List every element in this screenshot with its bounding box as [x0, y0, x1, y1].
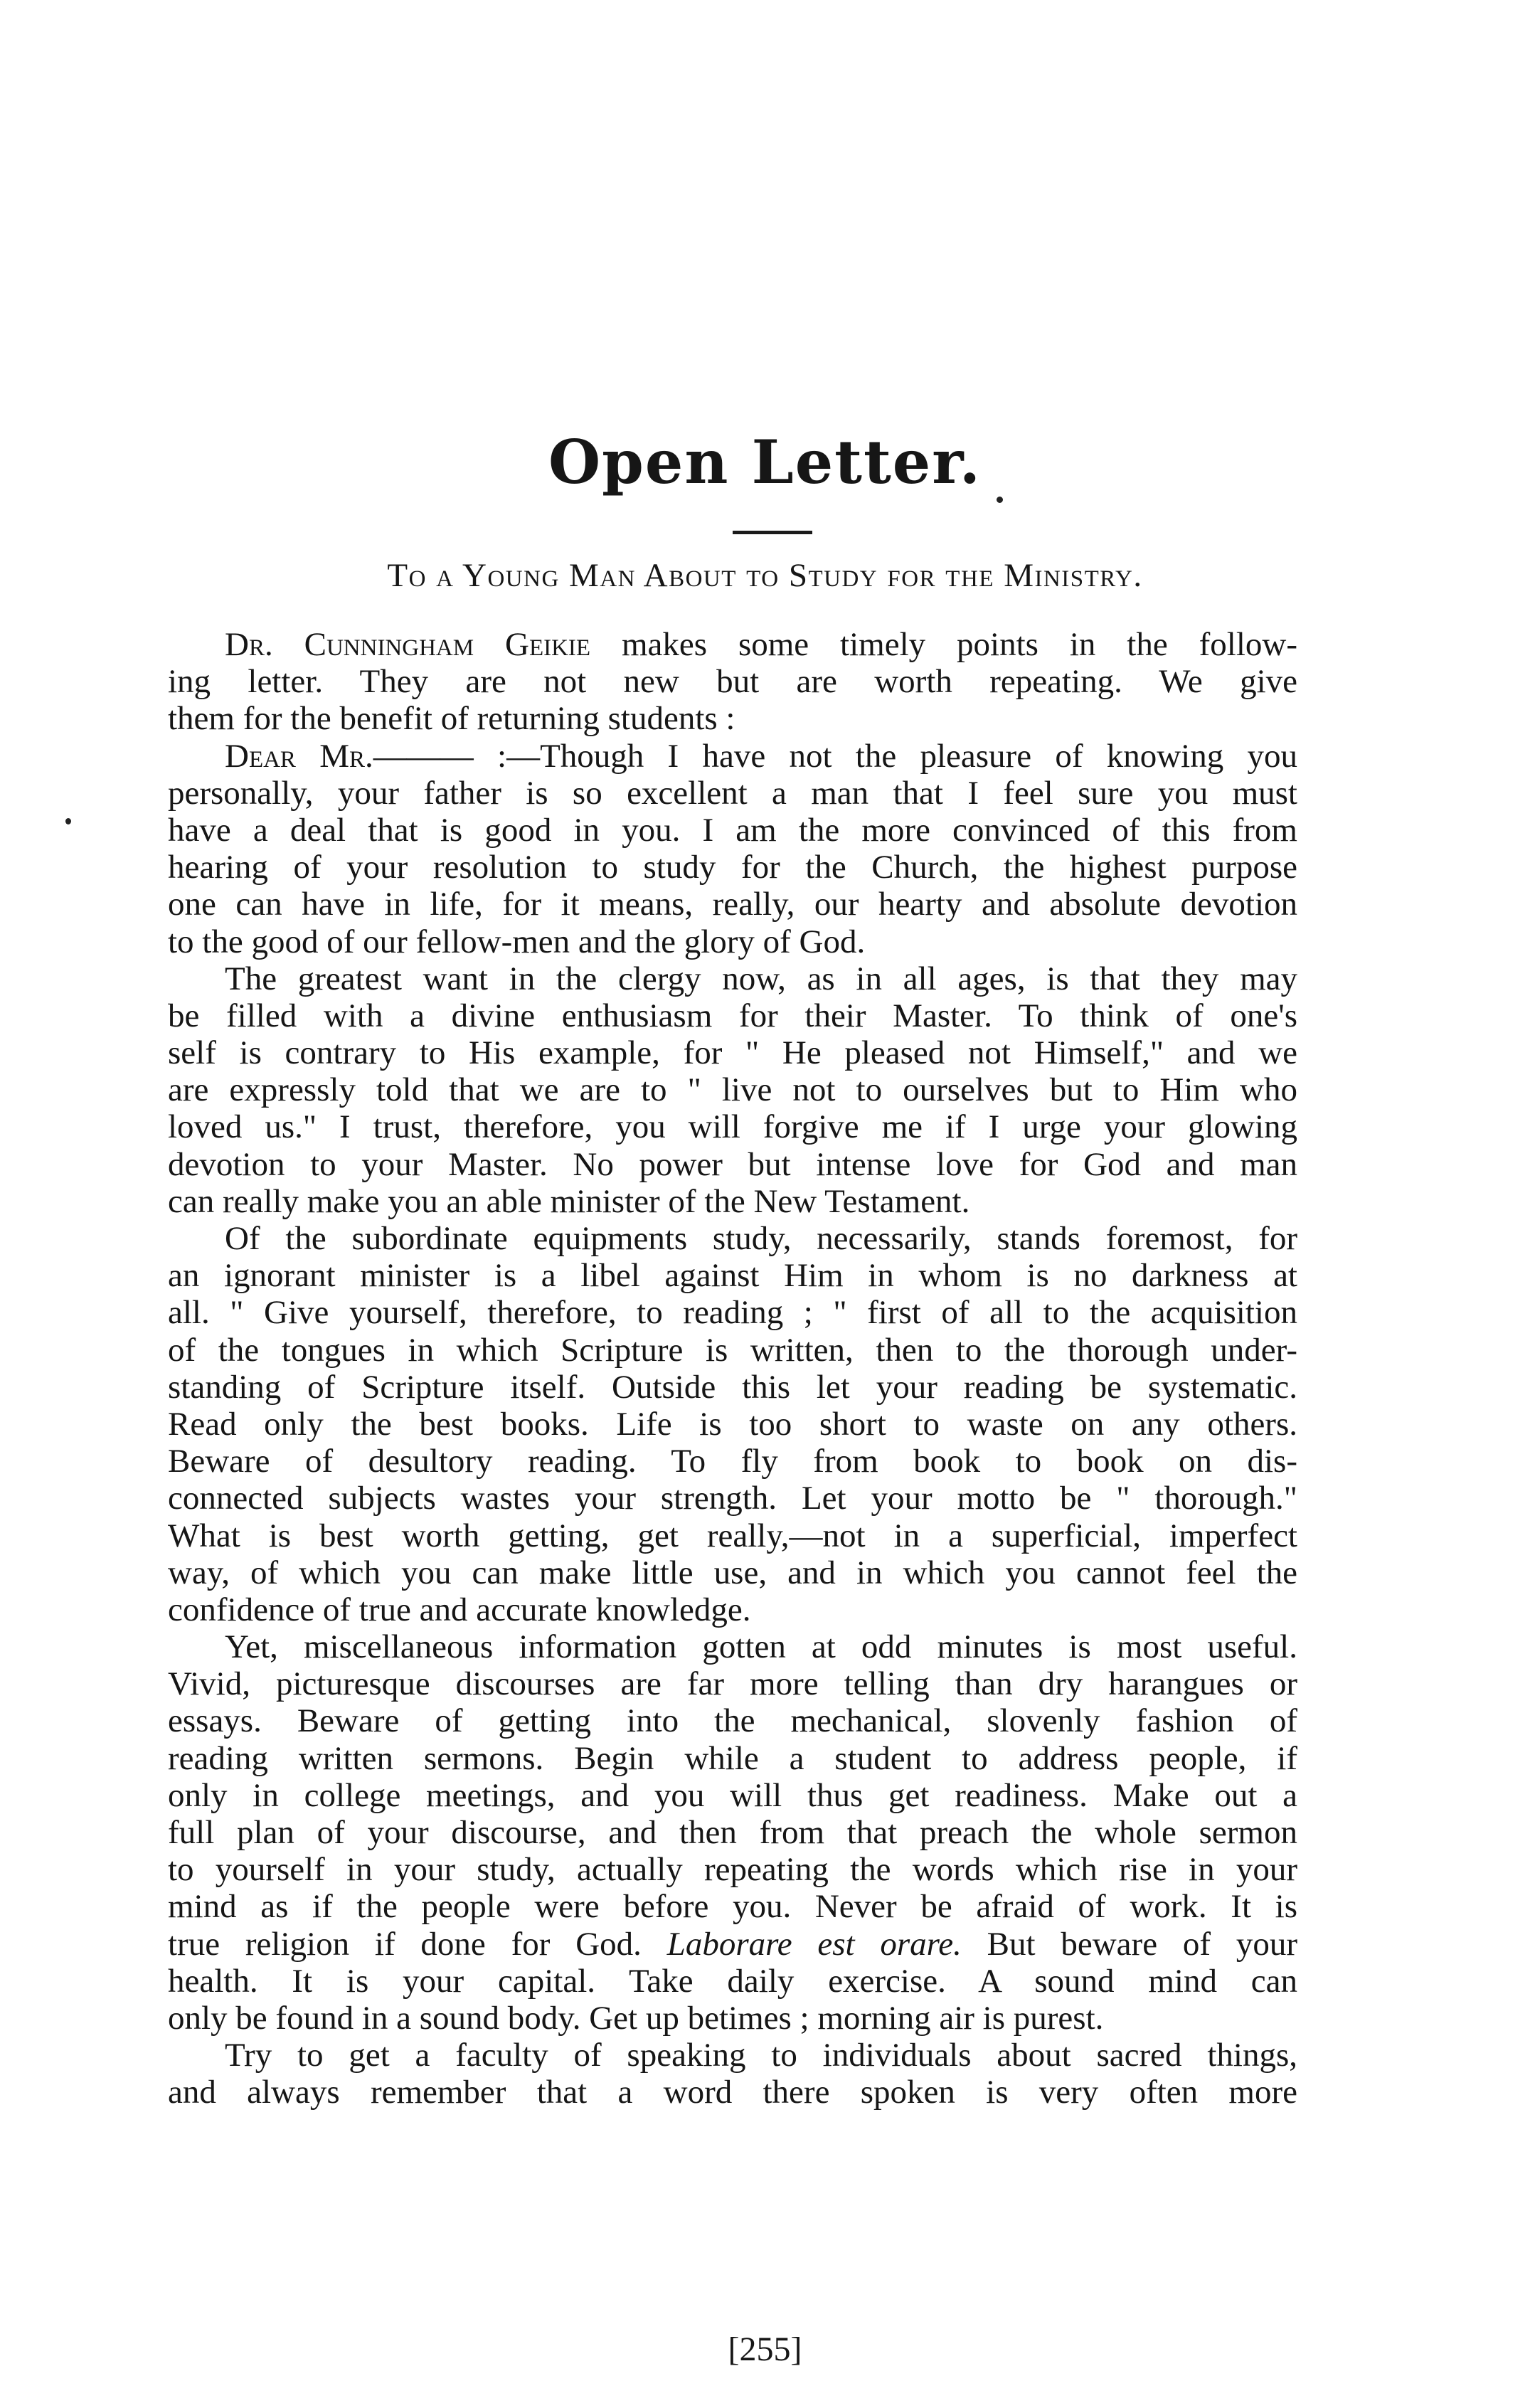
text-line: reading written sermons. Begin while a student to address people, if	[168, 1739, 1297, 1777]
text-line: one can have in life, for it means, really, our hearty and absolute devotion	[168, 886, 1297, 923]
text-line: an ignorant minister is a libel against Him in whom is no darkness at	[168, 1257, 1297, 1295]
text-line: Of the subordinate equipments study, necessarily, stands foremost, for	[225, 1220, 1297, 1257]
text-line: be filled with a divine enthusiasm for their Master. To think of one's	[168, 997, 1297, 1034]
text-line: The greatest want in the clergy now, as in all ages, is that they may	[225, 960, 1297, 997]
page-number: [255]	[728, 2330, 802, 2368]
text-line: Yet, miscellaneous information gotten at odd minutes is most useful.	[225, 1628, 1297, 1666]
text-line: only in college meetings, and you will thus get readiness. Make out a	[168, 1776, 1297, 1814]
text-line: to yourself in your study, actually repeating the words which rise in your	[168, 1851, 1297, 1889]
title-rule	[733, 531, 812, 534]
text-line: hearing of your resolution to study for the Church, the highest purpose	[168, 849, 1297, 886]
text-line: and always remember that a word there spoken is very often more	[168, 2074, 1297, 2111]
text-line: have a deal that is good in you. I am the more convinced of this from	[168, 811, 1297, 849]
text-line: only be found in a sound body. Get up betimes ; morning air is purest.	[168, 1999, 1104, 2037]
text-line: self is contrary to His example, for " He pleased not Himself," and we	[168, 1034, 1297, 1072]
text-line: Beware of desultory reading. To fly from book to book on dis-	[168, 1443, 1297, 1480]
text-line: are expressly told that we are to " live not to ourselves but to Him who	[168, 1071, 1297, 1109]
text-line: full plan of your discourse, and then from that preach the whole sermon	[168, 1814, 1297, 1851]
article-subtitle: To a Young Man About to Study for the Ministry.	[387, 557, 1143, 594]
article-title: Open Letter.	[548, 427, 982, 497]
author-name: Dr. Cunningham Geikie	[225, 626, 591, 663]
text-line: Vivid, picturesque discourses are far more telling than dry harangues or	[168, 1665, 1297, 1703]
body-text	[168, 626, 1297, 2111]
text-line: Dear Mr.——— :—Though I have not the pleasure of knowing you	[225, 737, 1297, 775]
text-line: true religion if done for God. Laborare est orare. But beware of your	[168, 1925, 1297, 1963]
text-line: loved us." I trust, therefore, you will forgive me if I urge your glowing	[168, 1108, 1297, 1146]
text-line: What is best worth getting, get really,—not in a superficial, imperfect	[168, 1517, 1297, 1554]
text-line: essays. Beware of getting into the mechanical, slovenly fashion of	[168, 1702, 1297, 1740]
text-line: Dr. Cunningham Geikie makes some timely points in the follow-	[225, 626, 1297, 663]
text-line: to the good of our fellow-men and the glory of God.	[168, 923, 866, 960]
salutation: Dear Mr.	[225, 737, 373, 775]
margin-speck	[65, 818, 71, 824]
text-line: connected subjects wastes your strength. Let your motto be " thorough."	[168, 1480, 1297, 1517]
text-line: health. It is your capital. Take daily exercise. A sound mind can	[168, 1962, 1297, 2000]
text-line: them for the benefit of returning students :	[168, 700, 735, 738]
text-line: Read only the best books. Life is too short to waste on any others.	[168, 1405, 1297, 1443]
latin-phrase: Laborare est orare.	[666, 1925, 962, 1963]
text-line: of the tongues in which Scripture is written, then to the thorough under-	[168, 1331, 1297, 1369]
text-line: devotion to your Master. No power but intense love for God and man	[168, 1145, 1297, 1183]
print-speck	[997, 497, 1003, 503]
text-line: Try to get a faculty of speaking to individuals about sacred things,	[225, 2037, 1297, 2074]
text-line: personally, your father is so excellent a man that I feel sure you must	[168, 774, 1297, 812]
text-line: all. " Give yourself, therefore, to reading ; " first of all to the acquisition	[168, 1294, 1297, 1332]
text-line: confidence of true and accurate knowledge.	[168, 1591, 751, 1628]
text-line: can really make you an able minister of the New Testament.	[168, 1182, 970, 1220]
text-line: mind as if the people were before you. Never be afraid of work. It is	[168, 1888, 1297, 1926]
text-line: way, of which you can make little use, and in which you cannot feel the	[168, 1554, 1297, 1591]
text-line: ing letter. They are not new but are worth repeating. We give	[168, 663, 1297, 701]
text-line: standing of Scripture itself. Outside this let your reading be systematic.	[168, 1368, 1297, 1406]
